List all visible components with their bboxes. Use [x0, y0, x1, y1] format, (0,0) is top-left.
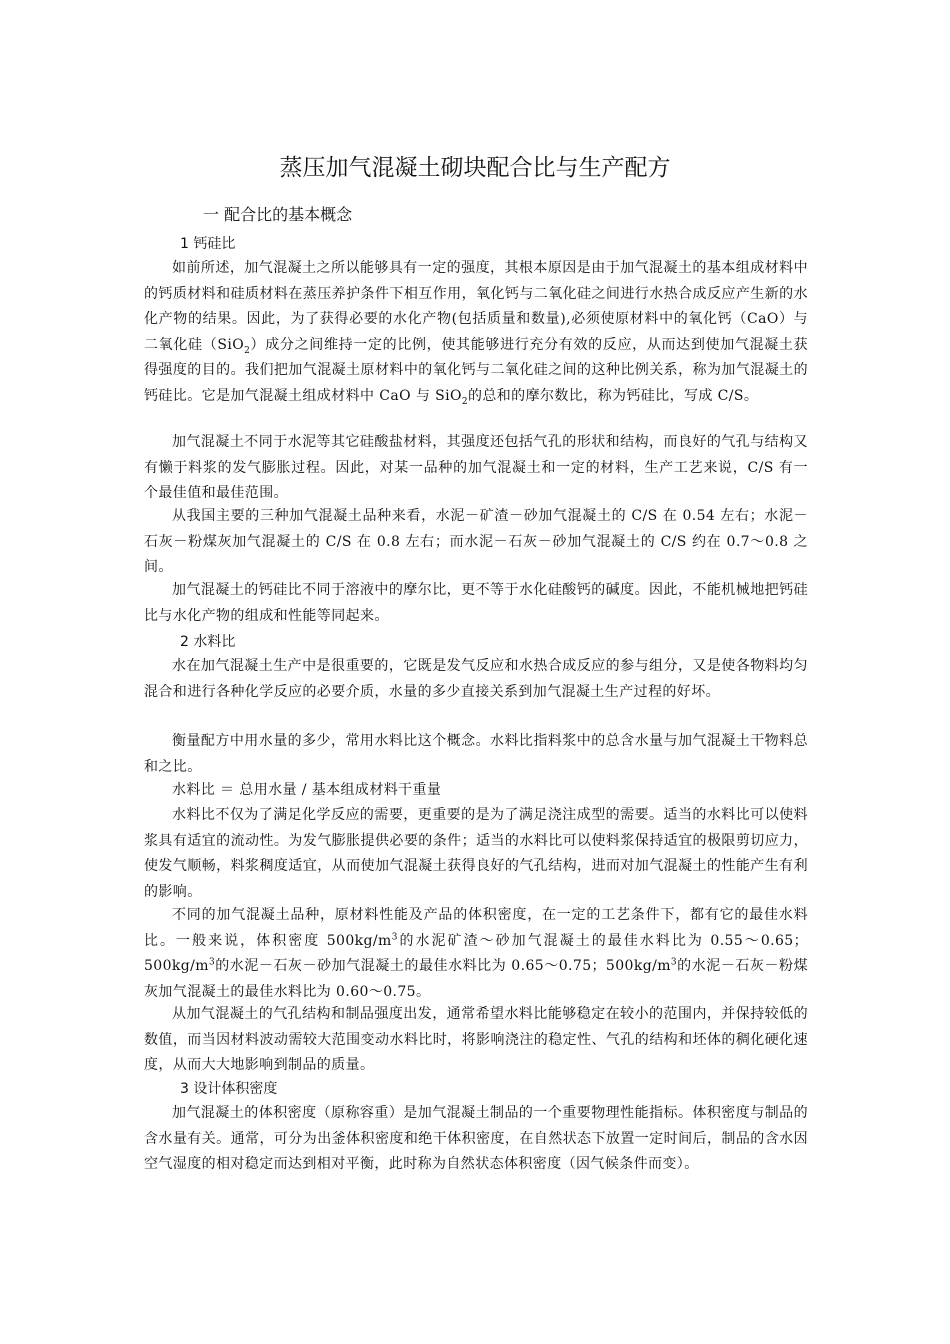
paragraph: 从加气混凝土的气孔结构和制品强度出发，通常希望水料比能够稳定在较小的范围内，并保持较低的数值，而当因材料波动需较大范围变动水料比时，将影响浇注的稳定性、气孔的结构和坯体的稠化硬化速度，从而大大地影响到制品的质量。 [144, 1006, 808, 1074]
paragraph: 不同的加气混凝土品种，原材料性能及产品的体积密度，在一定的工艺条件下，都有它的最佳水料比。一般来说，体积密度 $500kg/m^3$的水泥矿渣～砂加气混凝土的最佳水料比为 0.55～0.65；$500kg/m^3$的水泥－石灰－砂加气混凝土的最佳水料比为 0.65～0.75；$500kg/m^3$的水泥－石灰－粉煤灰加气混凝土的最佳水料比为 0.60～0.75。 [144, 907, 808, 1000]
paragraph: 加气混凝土的体积密度（原称容重）是加气混凝土制品的一个重要物理性能指标。体积密度与制品的含水量有关。通常，可分为出釜体积密度和绝干体积密度，在自然状态下放置一定时间后，制品的含水因空气湿度的相对稳定而达到相对平衡，此时称为自然状态体积密度（因气候条件而变）。 [144, 1105, 808, 1173]
subsection-heading-design-density: 3 设计体积密度 [180, 1081, 278, 1097]
subsection-heading-water-ratio: 2 水料比 [180, 634, 236, 650]
document-title: 蒸压加气混凝土砌块配合比与生产配方 [279, 155, 671, 181]
paragraph: 如前所述，加气混凝土之所以能够具有一定的强度，其根本原因是由于加气混凝土的基本组成材料中的钙质材料和硅质材料在蒸压养护条件下相互作用，氧化钙与二氧化硅之间进行水热合成反应产生新的水化产物的结果。因此，为了获得必要的水化产物(包括质量和数量),必须使原材料中的氧化钙（CaO）与二氧化硅（SiO$_2$）成分之间维持一定的比例，使其能够进行充分有效的反应，从而达到使加气混凝土获得强度的目的。我们把加气混凝土原材料中的氧化钙与二氧化硅之间的这种比例关系，称为加气混凝土的钙硅比。它是加气混凝土组成材料中 CaO 与 SiO$_2$的总和的摩尔数比，称为钙硅比，写成 C/S。 [144, 260, 809, 407]
paragraph: 衡量配方中用水量的多少，常用水料比这个概念。水料比指料浆中的总含水量与加气混凝土干物料总和之比。 [144, 733, 808, 775]
paragraph: 加气混凝土的钙硅比不同于溶液中的摩尔比，更不等于水化硅酸钙的碱度。因此，不能机械地把钙硅比与水化产物的组成和性能等同起来。 [144, 582, 808, 624]
paragraph: 水在加气混凝土生产中是很重要的，它既是发气反应和水热合成反应的参与组分，又是使各物料均匀混合和进行各种化学反应的必要介质，水量的多少直接关系到加气混凝土生产过程的好坏。 [144, 658, 808, 700]
paragraph: 加气混凝土不同于水泥等其它硅酸盐材料，其强度还包括气孔的形状和结构，而良好的气孔与结构又有懒于料浆的发气膨胀过程。因此，对某一品种的加气混凝土和一定的材料，生产工艺来说，C/S 有一个最佳值和最佳范围。 [144, 434, 808, 502]
paragraph: 从我国主要的三种加气混凝土品种来看，水泥－矿渣－砂加气混凝土的 C/S 在 0.54 左右；水泥－石灰－粉煤灰加气混凝土的 C/S 在 0.8 左右；而水泥－石灰－砂加气混凝土的 C/S 约在 0.7～0.8 之间。 [144, 508, 808, 576]
subsection-heading-ca-si-ratio: 1 钙硅比 [180, 236, 236, 252]
paragraph: 水料比不仅为了满足化学反应的需要，更重要的是为了满足浇注成型的需要。适当的水料比可以使料浆具有适宜的流动性。为发气膨胀提供必要的条件；适当的水料比可以使料浆保持适宜的极限剪切应力，使发气顺畅，料浆稠度适宜，从而使加气混凝土获得良好的气孔结构，进而对加气混凝土的性能产生有利的影响。 [144, 807, 808, 900]
section-heading: 一 配合比的基本概念 [203, 205, 353, 224]
formula-line: 水料比 ＝ 总用水量 / 基本组成材料干重量 [172, 782, 442, 798]
